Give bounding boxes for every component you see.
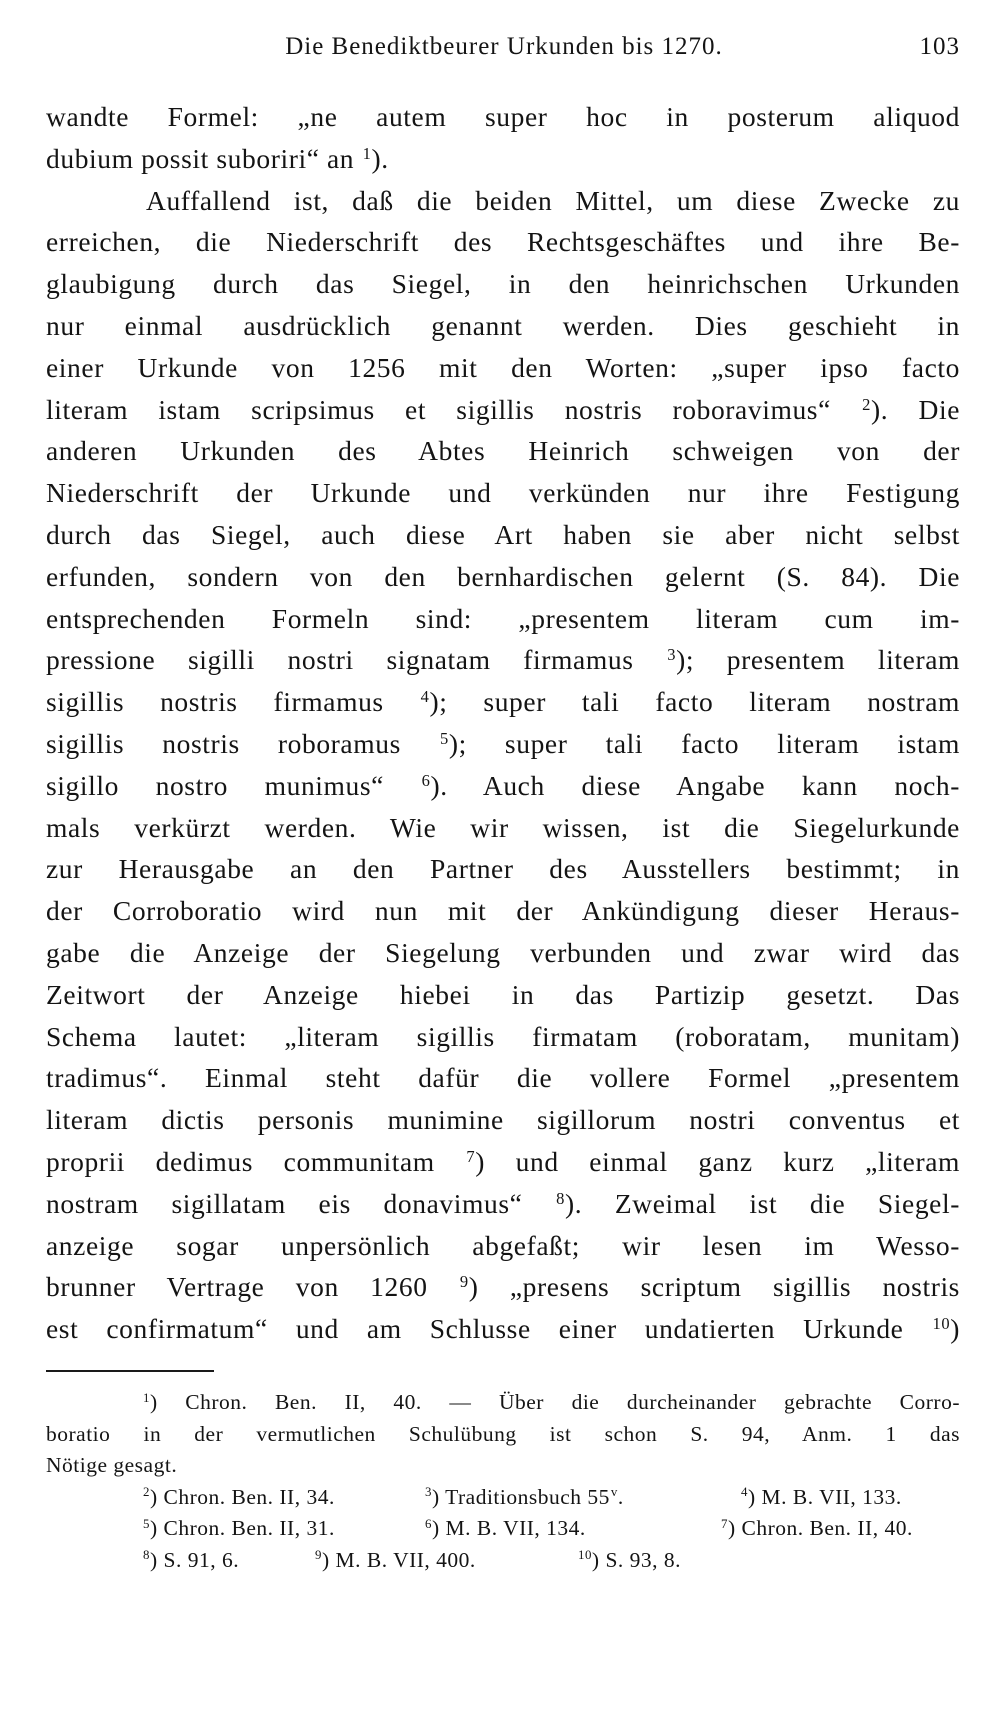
text-line: erreichen, die Niederschrift des Rechtsgeschäftes und ihre Be- bbox=[46, 226, 960, 258]
footnote-ref: 6 bbox=[421, 770, 431, 790]
text-line: sigillis nostris roboramus $^5$); super tali facto literam istam bbox=[46, 727, 960, 759]
footnote-ref: 2 bbox=[862, 394, 872, 414]
footnote-item: $^7$) Chron. Ben. II, 40. bbox=[721, 1516, 913, 1540]
running-head bbox=[48, 33, 960, 67]
text-line: dubium possit suboriri“ an $^1$). bbox=[46, 142, 389, 174]
footnote-row bbox=[46, 1545, 960, 1577]
text-line: nostram sigillatam eis donavimus“ $^8$). Zweimal ist die Siegel- bbox=[46, 1187, 960, 1219]
footnote-ref: 1 bbox=[362, 143, 372, 163]
footnote-item: $^2$) Chron. Ben. II, 34. bbox=[143, 1484, 335, 1509]
text-line: einer Urkunde von 1256 mit den Worten: „super ipso facto bbox=[46, 351, 960, 383]
footnote-line: Nötige gesagt. bbox=[46, 1453, 178, 1477]
text-line: Niederschrift der Urkunde und verkünden nur ihre Festigung bbox=[46, 477, 960, 509]
footnote-item: $^9$) M. B. VII, 400. bbox=[315, 1547, 476, 1572]
text-line: literam dictis personis munimine sigillorum nostri conventus et bbox=[46, 1104, 960, 1136]
text-line: Auffallend ist, daß die beiden Mittel, um diese Zwecke zu bbox=[146, 184, 960, 216]
text-line: anzeige sogar unpersönlich abgefaßt; wir lesen im Wesso- bbox=[46, 1229, 960, 1261]
text-line: literam istam scripsimus et sigillis nostris roboravimus“ $^2$). Die bbox=[46, 393, 960, 425]
footnote-item: $^6$) M. B. VII, 134. bbox=[425, 1516, 586, 1540]
footnote-item: $^3$) Traditionsbuch 55$^v$. bbox=[425, 1484, 624, 1509]
footnote-number: 1 bbox=[143, 1390, 150, 1405]
footnote-line: boratio in der vermutlichen Schulübung ist schon S. 94, Anm. 1 das bbox=[46, 1421, 960, 1446]
running-title: Die Benediktbeurer Urkunden bis 1270. bbox=[285, 33, 723, 60]
text-line: est confirmatum“ und am Schlusse einer undatierten Urkunde $^{10}$) bbox=[46, 1313, 960, 1345]
footnote-line: $^1$) Chron. Ben. II, 40. — Über die durcheinander gebrachte Corro- bbox=[143, 1390, 960, 1414]
text-line: der Corroboratio wird nun mit der Ankündigung dieser Heraus- bbox=[46, 895, 960, 927]
text-line: erfunden, sondern von den bernhardischen gelernt (S. 84). Die bbox=[46, 560, 960, 592]
text-line: glaubigung durch das Siegel, in den heinrichschen Urkunden bbox=[46, 268, 960, 300]
main-text bbox=[46, 96, 960, 1350]
footnote-ref: 3 bbox=[667, 645, 677, 665]
text-line: tradimus“. Einmal steht dafür die vollere Formel „presentem bbox=[46, 1062, 960, 1094]
text-line: durch das Siegel, auch diese Art haben sie aber nicht selbst bbox=[46, 518, 960, 550]
text-line: sigillo nostro munimus“ $^6$). Auch diese Angabe kann noch- bbox=[46, 769, 960, 801]
footnote-item: $^4$) M. B. VII, 133. bbox=[741, 1484, 902, 1509]
footnote-ref: 10 bbox=[932, 1314, 951, 1334]
footnote-divider bbox=[46, 1370, 214, 1372]
text-line: mals verkürzt werden. Wie wir wissen, ist die Siegelurkunde bbox=[46, 811, 960, 843]
footnote-ref: 9 bbox=[459, 1272, 469, 1292]
footnote-item: $^{10}$) S. 93, 8. bbox=[578, 1547, 682, 1572]
text-line: entsprechenden Formeln sind: „presentem literam cum im- bbox=[46, 602, 960, 634]
footnote-item: $^8$) S. 91, 6. bbox=[143, 1547, 240, 1572]
footnote-row bbox=[46, 1513, 960, 1545]
text-line: nur einmal ausdrücklich genannt werden. Dies geschieht in bbox=[46, 309, 960, 341]
text-line: pressione sigilli nostri signatam firmamus $^3$); presentem literam bbox=[46, 644, 960, 676]
footnote-ref: 7 bbox=[466, 1146, 476, 1166]
text-line: Schema lautet: „literam sigillis firmatam (roboratam, munitam) bbox=[46, 1020, 960, 1052]
text-line: sigillis nostris firmamus $^4$); super tali facto literam nostram bbox=[46, 686, 960, 718]
footnote-ref: 4 bbox=[420, 687, 430, 707]
text-line: anderen Urkunden des Abtes Heinrich schweigen von der bbox=[46, 435, 960, 467]
text-line: zur Herausgabe an den Partner des Ausstellers bestimmt; in bbox=[46, 853, 960, 885]
footnotes bbox=[46, 1387, 960, 1576]
text-line: brunner Vertrage von 1260 $^9$) „presens scriptum sigillis nostris bbox=[46, 1271, 960, 1303]
footnote-ref: 8 bbox=[556, 1188, 565, 1208]
text-line: proprii dedimus communitam $^7$) und einmal ganz kurz „literam bbox=[46, 1145, 961, 1177]
footnote-ref: 5 bbox=[439, 728, 449, 748]
page-number: 103 bbox=[919, 33, 960, 60]
footnote-item: $^5$) Chron. Ben. II, 31. bbox=[143, 1516, 335, 1540]
footnote-row bbox=[46, 1482, 960, 1514]
text-line: wandte Formel: „ne autem super hoc in posterum aliquod bbox=[46, 101, 960, 132]
text-line: gabe die Anzeige der Siegelung verbunden und zwar wird das bbox=[46, 936, 960, 968]
text-line: Zeitwort der Anzeige hiebei in das Partizip gesetzt. Das bbox=[46, 978, 960, 1010]
